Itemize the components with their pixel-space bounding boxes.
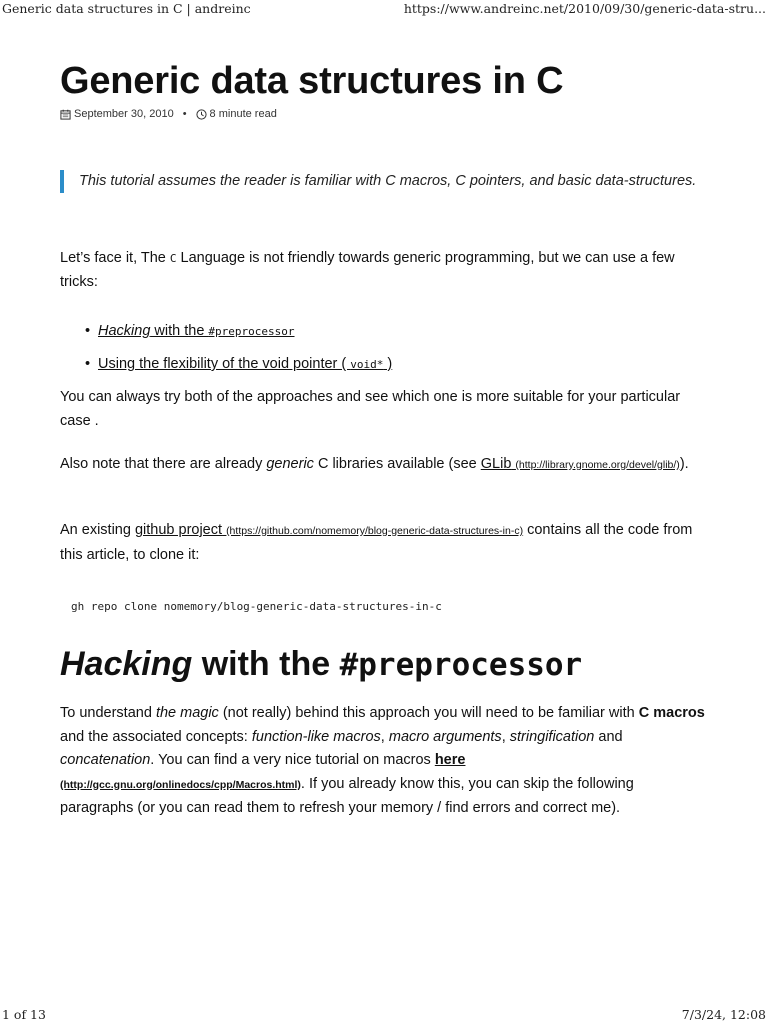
intro-paragraph: Let’s face it, The C Language is not friendly towards generic programming, but we can use a few tricks: — [60, 250, 675, 290]
print-header — [0, 1, 768, 16]
clock-icon — [196, 109, 207, 120]
read-time: 8 minute read — [209, 108, 277, 120]
post-date: September 30, 2010 — [74, 108, 174, 120]
glib-link[interactable]: GLib (http://library.gnome.org/devel/glib/) — [480, 456, 680, 472]
macros-paragraph: To understand the magic (not really) behind this approach you will need to be familiar with C macros and the associated concepts: function-like macros, macro arguments, stringification and concatenation. You can find a very nice tutorial on macros here (http://gcc.gnu.org/onlinedocs/cpp/Macros.html). If you already know this, you can skip the following paragraphs (or you can read them to refresh your memory / find errors and correct me). — [60, 705, 705, 816]
link-void-pointer[interactable]: Using the flexibility of the void pointer ( void* ) — [98, 356, 393, 372]
page-number: 1 of 13 — [2, 1007, 46, 1022]
list-item — [98, 315, 392, 348]
print-page-title: Generic data structures in C | andreinc — [2, 1, 251, 16]
calendar-icon — [60, 109, 71, 120]
code-block: gh repo clone nomemory/blog-generic-data-structures-in-c — [71, 600, 442, 613]
print-footer — [0, 1007, 768, 1022]
github-paragraph: An existing github project (https://github.com/nomemory/blog-generic-data-structures-in-c) contains all the code from this article, to clone it: — [60, 522, 693, 563]
print-url: https://www.andreinc.net/2010/09/30/generic-data-stru... — [403, 1, 766, 16]
intro-note: This tutorial assumes the reader is familiar with C macros, C pointers, and basic data-structures. — [60, 170, 708, 193]
macros-tutorial-link[interactable]: here (http://gcc.gnu.org/onlinedocs/cpp/Macros.html) — [60, 752, 466, 791]
approaches-paragraph: You can always try both of the approaches and see which one is more suitable for your particular case . — [60, 389, 681, 429]
section-heading: Hacking with the #preprocessor — [60, 645, 583, 683]
meta-separator: • — [182, 108, 187, 120]
inline-code: C — [169, 252, 177, 265]
print-datetime: 7/3/24, 12:08 — [681, 1007, 766, 1022]
glib-paragraph: Also note that there are already generic C libraries available (see GLib (http://library.gnome.org/devel/glib/)). — [60, 456, 689, 472]
link-hacking-preprocessor[interactable]: Hacking with the #preprocessor — [98, 323, 295, 339]
post-meta — [60, 108, 277, 120]
approach-list — [60, 315, 392, 381]
list-item — [98, 348, 392, 381]
page-title: Generic data structures in C — [60, 60, 564, 102]
github-project-link[interactable]: github project (https://github.com/nomemory/blog-generic-data-structures-in-c) — [134, 522, 524, 538]
